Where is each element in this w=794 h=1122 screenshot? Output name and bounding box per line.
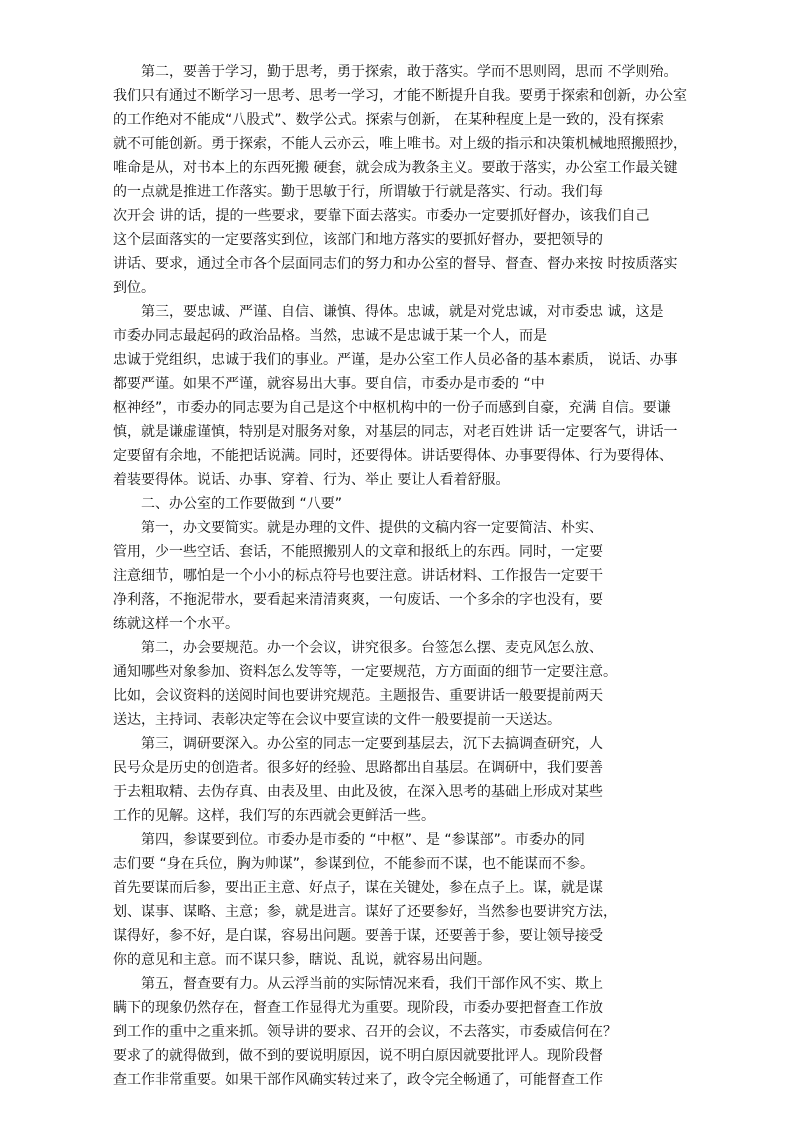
text-line: 民号众是历史的创造者。很多好的经验、思路都出自基层。在调研中，我们要善	[113, 760, 603, 776]
text-line: 的一点就是推进工作落实。勤于思敏于行，所谓敏于行就是落实、行动。我们每	[113, 184, 603, 200]
text-line: 练就这样一个水平。	[113, 616, 239, 632]
text-line: 第三，调研要深入。办公室的同志一定要到基层去，沉下去搞调查研究，人	[113, 736, 603, 752]
text-line: 到工作的重中之重来抓。领导讲的要求、召开的会议，不去落实，市委威信何在？	[113, 1024, 617, 1040]
text-line: 到位。	[113, 280, 155, 296]
text-line: 工作的见解。这样，我们写的东西就会更鲜活一些。	[113, 808, 435, 824]
text-line: 定要留有余地，不能把话说满。同时，还要得体。讲话要得体、办事要得体、行为要得体、	[113, 448, 673, 464]
text-line: 第四，参谋要到位。市委办是市委的 “中枢”、是 “参谋部”。市委办的同	[113, 832, 585, 848]
text-line: 瞒下的现象仍然存在，督查工作显得尤为重要。现阶段，市委办要把督查工作放	[113, 1000, 603, 1016]
text-line: 第一，办文要简实。就是办理的文件、提供的文稿内容一定要简洁、朴实、	[113, 520, 603, 536]
text-line: 查工作非常重要。如果干部作风确实转过来了，政令完全畅通了，可能督查工作	[113, 1072, 603, 1088]
text-line: 谋得好，参不好，是白谋，容易出问题。要善于谋，还要善于参，要让领导接受	[113, 928, 603, 944]
section-heading: 二、办公室的工作要做到 “八要”	[113, 496, 342, 512]
text-line: 就不可能创新。勇于探索，不能人云亦云，唯上唯书。对上级的指示和决策机械地照搬照抄，	[113, 136, 687, 152]
text-line: 第五，督查要有力。从云浮当前的实际情况来看，我们干部作风不实、欺上	[113, 976, 603, 992]
text-line: 首先要谋而后参，要出正主意、好点子，谋在关键处，参在点子上。谋，就是谋	[113, 880, 603, 896]
text-line: 这个层面落实的一定要落实到位，该部门和地方落实的要抓好督办，要把领导的	[113, 232, 603, 248]
text-line: 比如，会议资料的送阅时间也要讲究规范。主题报告、重要讲话一般要提前两天	[113, 688, 603, 704]
text-line: 注意细节，哪怕是一个小小的标点符号也要注意。讲话材料、工作报告一定要干	[113, 568, 603, 584]
text-line: 着装要得体。说话、办事、穿着、行为、举止 要让人看着舒服。	[113, 472, 510, 488]
text-line: 你的意见和主意。而不谋只参，瞎说、乱说，就容易出问题。	[113, 952, 491, 968]
text-line: 志们要 “身在兵位，胸为帅谋”，参谋到位，不能参而不谋，也不能谋而不参。	[113, 856, 594, 872]
text-line: 次开会 讲的话，提的一些要求，要靠下面去落实。市委办一定要抓好督办，该我们自己	[113, 208, 650, 224]
text-line: 第二，要善于学习，勤于思考，勇于探索，敢于落实。学而不思则罔，思而 不学则殆。	[113, 64, 678, 80]
text-line: 净利落，不拖泥带水，要看起来清清爽爽，一句废话、一个多余的字也没有，要	[113, 592, 603, 608]
text-line: 市委办同志最起码的政治品格。当然，忠诚不是忠诚于某一个人，而是	[113, 328, 547, 344]
text-line: 第三，要忠诚、严谨、自信、谦慎、得体。忠诚，就是对党忠诚，对市委忠 诚，这是	[113, 304, 664, 320]
text-line: 划、谋事、谋略、主意；参，就是进言。谋好了还要参好，当然参也要讲究方法，	[113, 904, 617, 920]
text-line: 于去粗取精、去伪存真、由表及里、由此及彼，在深入思考的基础上形成对某些	[113, 784, 603, 800]
text-line: 管用，少一些空话、套话，不能照搬别人的文章和报纸上的东西。同时，一定要	[113, 544, 603, 560]
text-line: 要求了的就得做到，做不到的要说明原因，说不明白原因就要批评人。现阶段督	[113, 1048, 603, 1064]
text-line: 送达，主持词、表彰决定等在会议中要宣读的文件一般要提前一天送达。	[113, 712, 561, 728]
text-line: 忠诚于党组织，忠诚于我们的事业。严谨，是办公室工作人员必备的基本素质， 说话、办事	[113, 352, 678, 368]
text-line: 都要严谨。如果不严谨，就容易出大事。要自信，市委办是市委的 “中	[113, 376, 545, 392]
text-line: 的工作绝对不能成“八股式”、数学公式。探索与创新， 在某种程度上是一致的，没有探索	[113, 112, 664, 128]
text-line: 唯命是从，对书本上的东西死搬 硬套，就会成为教条主义。要敢于落实，办公室工作最关键	[113, 160, 678, 176]
text-line: 讲话、要求，通过全市各个层面同志们的努力和办公室的督导、督查、督办来按 时按质落实	[113, 256, 678, 272]
text-line: 枢神经”，市委办的同志要为自己是这个中枢机构中的一份子而感到自豪，充满 自信。要谦	[113, 400, 671, 416]
text-line: 第二，办会要规范。办一个会议，讲究很多。台签怎么摆、麦克风怎么放、	[113, 640, 603, 656]
text-line: 通知哪些对象参加、资料怎么发等等，一定要规范，方方面面的细节一定要注意。	[113, 664, 617, 680]
text-line: 我们只有通过不断学习一思考、思考一学习，才能不断提升自我。要勇于探索和创新，办公室	[113, 88, 687, 104]
text-line: 慎，就是谦虚谨慎，特别是对服务对象，对基层的同志，对老百姓讲 话一定要客气，讲话一	[113, 424, 678, 440]
